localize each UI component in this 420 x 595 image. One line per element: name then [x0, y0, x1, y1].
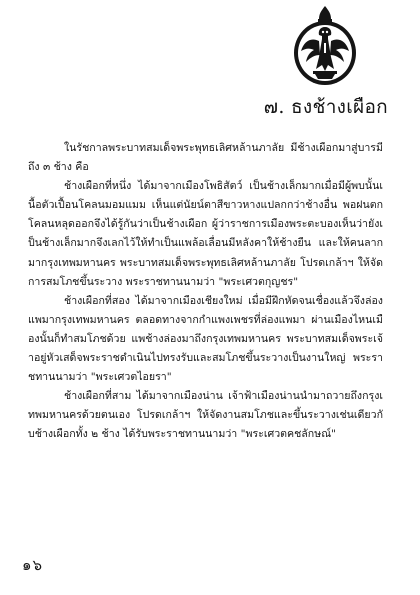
- royal-seal-icon: [291, 5, 359, 89]
- chapter-title: ๗. ธงช้างเผือก: [263, 96, 388, 118]
- paragraph-third-elephant: ช้างเผือกที่สาม ได้มาจากเมืองน่าน เจ้าฟ้าเมืองน่านนำมาถวายถึงกรุงเทพมหานครด้วยตนเอง โปรดเกล้าฯ ให้จัดงานสมโภชและขึ้นระวางเช่นเดียวกับช้างเผือกทั้ง ๒ ช้าง ได้รับพระราชทานนามว่า "พระเศวตคชลักษณ์": [28, 390, 383, 441]
- paragraph-intro: ในรัชกาลพระบาทสมเด็จพระพุทธเลิศหล้านภาลัย มีช้างเผือกมาสู่บารมีถึง ๓ ช้าง คือ: [28, 142, 383, 174]
- page-number: ๑๖: [22, 556, 44, 574]
- paragraph-first-elephant: ช้างเผือกที่หนึ่ง ได้มาจากเมืองโพธิสัตว์ เป็นช้างเล็กมากเมื่อมีผู้พบนั้นเนื้อตัวเปื้อนโคลนมอมแมม เห็นแต่นัยน์ตาสีขาวหางแปลกกว่าช้างอื่น พอฝนตกโคลนหลุดออกจึงได้รู้กันว่าเป็นช้างเผือก ผู้ว่าราชการเมืองพระตะบองเห็นว่ายังเป็นช้างเล็กมากจึงเลกไว้ให้ทำเป็นแพล้อเลื่อนมีหลังคาให้ช้างยืน และให้คนลากมากรุงเทพมหานคร พระบาทสมเด็จพระพุทธเลิศหล้านภาลัย โปรดเกล้าฯ ให้จัดการสมโภชขึ้นระวาง พระราชทานนามว่า "พระเศวตกุญชร": [28, 180, 383, 288]
- body-text: [28, 139, 383, 445]
- paragraph-second-elephant: ช้างเผือกที่สอง ได้มาจากเมืองเชียงใหม่ เมื่อมีฝึกหัดจนเชื่องแล้วจึงล่องแพมากรุงเทพมหานคร ตลอดทางจากกำแพงเพชรที่ล่องแพมา ผ่านเมืองไหนเมืองนั้นก็ทำสมโภชด้วย แพช้างล่องมาถึงกรุงเทพมหานคร พระบาทสมเด็จพระเจ้าอยู่หัวเสด็จพระราชดำเนินไปทรงรับและสมโภชขึ้นระวางเป็นงานใหญ่ พระราชทานนามว่า "พระเศวตไอยรา": [28, 294, 383, 384]
